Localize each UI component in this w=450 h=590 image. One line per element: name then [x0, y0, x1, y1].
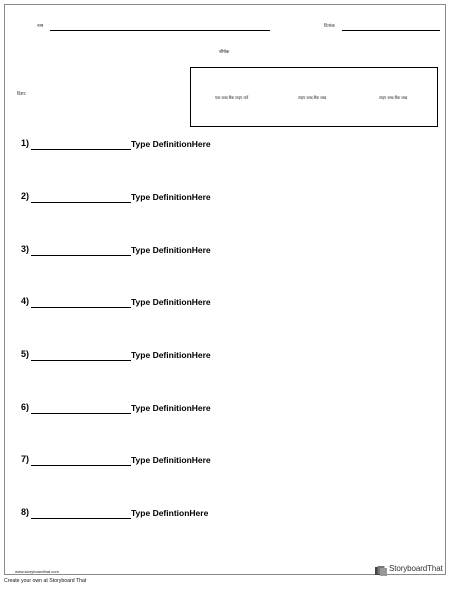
date-label: दिनांक — [324, 23, 335, 28]
answer-line[interactable] — [31, 360, 131, 361]
item-definition: Type DefinitionHere — [131, 297, 211, 307]
word-bank-item: एक शब्द बैंक टाइप करें — [215, 95, 249, 100]
answer-line[interactable] — [31, 202, 131, 203]
instructions-label: दिशा: — [17, 91, 27, 96]
word-bank-item: टाइप शब्द बैंक शब्द — [379, 95, 408, 100]
item-definition: Type DefintionHere — [131, 508, 209, 518]
storyboard-that-logo-icon — [375, 563, 387, 573]
item-number: 3) — [21, 244, 30, 254]
item-number: 7) — [21, 454, 30, 464]
item-number: 8) — [21, 507, 30, 517]
item-number: 2) — [21, 191, 30, 201]
item-number: 4) — [21, 296, 30, 306]
create-your-own-link[interactable]: Create your own at Storyboard That — [4, 578, 87, 584]
item-definition: Type DefinitionHere — [131, 192, 211, 202]
item-definition: Type DefinitionHere — [131, 350, 211, 360]
word-bank-item: टाइप शब्द बैंक शब्द — [298, 95, 327, 100]
answer-line[interactable] — [31, 307, 131, 308]
word-bank-box — [190, 67, 438, 127]
item-definition: Type DefinitionHere — [131, 139, 211, 149]
answer-line[interactable] — [31, 149, 131, 150]
footer-url[interactable]: www.storyboardthat.com — [15, 569, 59, 574]
item-definition: Type DefinitionHere — [131, 455, 211, 465]
storyboard-that-logo[interactable] — [375, 563, 443, 573]
name-line[interactable] — [50, 30, 270, 31]
name-label: नाम — [37, 23, 44, 28]
answer-line[interactable] — [31, 518, 131, 519]
item-number: 5) — [21, 349, 30, 359]
page-title: शीर्षक — [219, 49, 230, 54]
item-number: 1) — [21, 138, 30, 148]
logo-text: StoryboardThat — [389, 563, 443, 573]
item-definition: Type DefinitionHere — [131, 245, 211, 255]
item-definition: Type DefinitionHere — [131, 403, 211, 413]
worksheet-page — [4, 4, 446, 575]
answer-line[interactable] — [31, 465, 131, 466]
date-line[interactable] — [342, 30, 440, 31]
item-number: 6) — [21, 402, 30, 412]
answer-line[interactable] — [31, 413, 131, 414]
answer-line[interactable] — [31, 255, 131, 256]
